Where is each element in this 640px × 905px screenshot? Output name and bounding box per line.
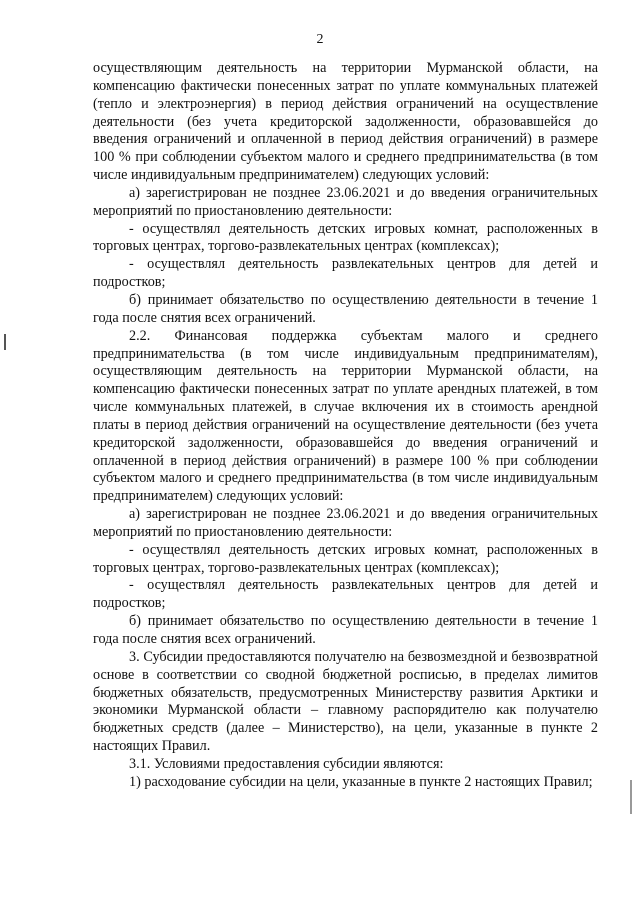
paragraph-section-3-1: 3.1. Условиями предоставления субсидии являются: (129, 755, 444, 772)
scan-artifact-left (4, 334, 6, 350)
paragraph-intro: осуществляющим деятельность на территории Мурманской области, на компенсацию фактически понесенных затрат по уплате коммунальных платежей (тепло и электроэнергия) в период действия ограничений на осуществление деятельности (без учета кредиторской задолженности, образовавшейся до введения ограничений и оплаченной в период действия ограничений) в размере 100 % при соблюдении субъектом малого и среднего предпринимательства (в том числе индивидуальным предпринимателем) следующих условий: (93, 60, 598, 184)
paragraph-section-2-2: 2.2. Финансовая поддержка субъектам малого и среднего предпринимательства (в том числе индивидуальным предпринимателям), осуществляющим деятельность на территории Мурманской области, на компенсацию фактически понесенных затрат по уплате арендных платежей, в том числе коммунальных платежей, в случае включения их в стоимость арендной платы в период действия ограничений на осуществление деятельности (без учета кредиторской задолженности, образовавшейся до введения ограничений и оплаченной в период действия ограничений) в размере 100 % при соблюдении субъектом малого и среднего предпринимательства (в том числе индивидуальным предпринимателем) следующих условий: (93, 327, 598, 505)
paragraph-condition-a-2: а) зарегистрирован не позднее 23.06.2021 и до введения ограничительных мероприятий по приостановлению деятельности: (93, 506, 598, 540)
paragraph-dash-entertainment-1: - осуществлял деятельность развлекательных центров для детей и подростков; (93, 256, 598, 291)
document-body (93, 60, 598, 792)
paragraph-dash-entertainment-2: - осуществлял деятельность развлекательных центров для детей и подростков; (93, 577, 598, 612)
page-number: 2 (316, 32, 324, 47)
paragraph-condition-b-2: б) принимает обязательство по осуществлению деятельности в течение 1 года после снятия всех ограничений. (93, 613, 598, 647)
paragraph-condition-a-1: а) зарегистрирован не позднее 23.06.2021 и до введения ограничительных мероприятий по приостановлению деятельности: (93, 184, 598, 219)
paragraph-dash-play-rooms-2: - осуществлял деятельность детских игровых комнат, расположенных в торговых центрах, торгово-развлекательных центрах (комплексах); (93, 541, 598, 576)
paragraph-condition-b-1: б) принимает обязательство по осуществлению деятельности в течение 1 года после снятия всех ограничений. (93, 291, 598, 326)
paragraph-section-3: 3. Субсидии предоставляются получателю на безвозмездной и безвозвратной основе в соответствии со сводной бюджетной росписью, в пределах лимитов бюджетных обязательств, предусмотренных Министерству развития Арктики и экономики Мурманской области – главному распорядителю как получателю бюджетных средств (далее – Министерство), на цели, указанные в пункте 2 настоящих Правил. (93, 648, 598, 755)
paragraph-dash-play-rooms-1: - осуществлял деятельность детских игровых комнат, расположенных в торговых центрах, торгово-развлекательных центрах (комплексах); (93, 220, 598, 255)
paragraph-condition-1: 1) расходование субсидии на цели, указанные в пункте 2 настоящих Правил; (129, 773, 593, 790)
scan-artifact-right (630, 780, 632, 814)
